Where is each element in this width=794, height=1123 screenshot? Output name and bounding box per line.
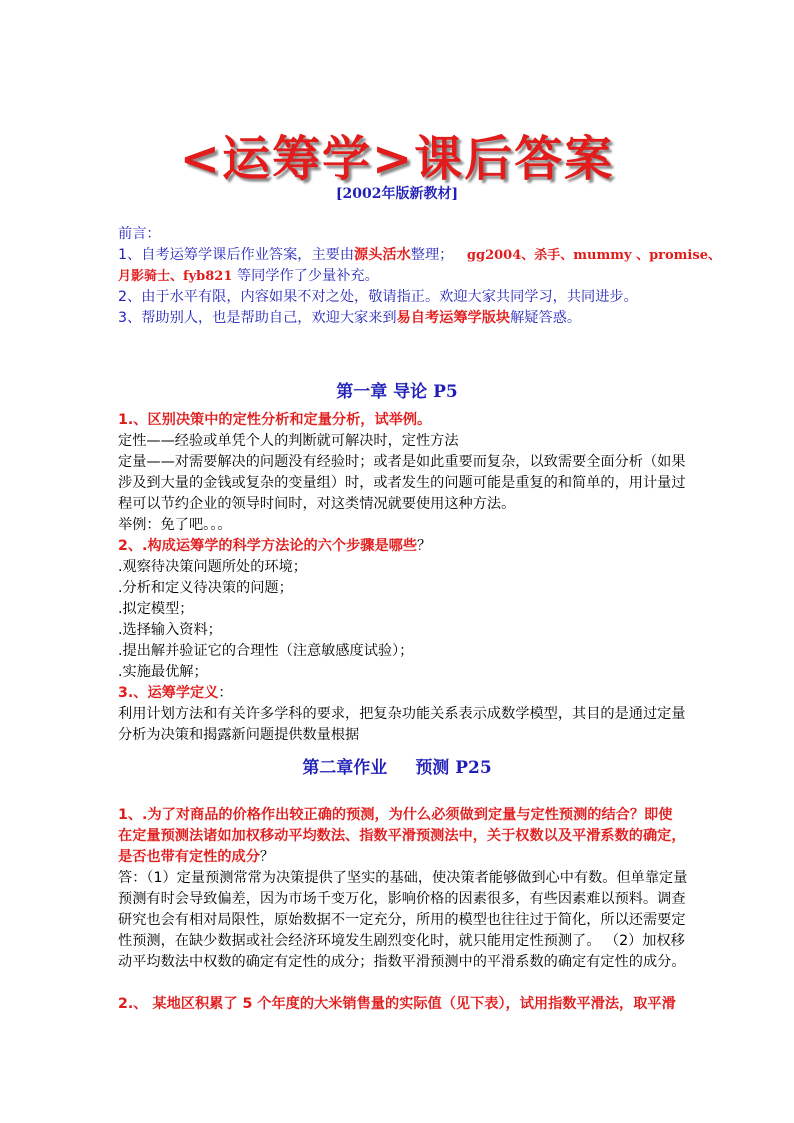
step-2: .分析和定义待决策的问题； — [118, 580, 293, 596]
step-5: .提出解并验证它的合理性（注意敏感度试验）； — [118, 643, 414, 659]
preface-heading: 前言： — [118, 226, 161, 242]
question-3-text: 3.、运筹学定义 — [118, 685, 219, 701]
chapter-2-question-2: 2.、 某地区积累了 5 个年度的大米销售量的实际值（见下表），试用指数平滑法，取平滑 — [118, 996, 676, 1012]
step-4: .选择输入资料； — [118, 622, 222, 638]
preface-item-3-end: 解疑答惑。 — [510, 310, 582, 326]
chapter-2-answer-1-line-4: 性预测，在缺少数据或社会经济环境发生剧烈变化时，就只能用定性预测了。 （2）加权移 — [118, 933, 685, 949]
answer-1-line-1: 定性——经验或单凭个人的判断就可解决时，定性方法 — [118, 433, 459, 449]
chapter-1-question-2 — [118, 536, 688, 557]
preface-item-1-text: 1、自考运筹学课后作业答案，主要由 — [118, 247, 355, 263]
chapter-1-question-1: 1.、区别决策中的定性分析和定量分析，试举例。 — [118, 412, 432, 428]
answer-3-line-2: 分析为决策和揭露新问题提供数量根据 — [118, 727, 360, 743]
contributor-name: 源头活水 — [354, 247, 411, 263]
answer-1-line-5: 举例：免了吧。。。 — [118, 517, 232, 533]
chapter-2-question-1-line-2: 在定量预测法诸如加权移动平均数法、指数平滑预测法中，关于权数以及平滑系数的确定， — [118, 828, 686, 844]
forum-link[interactable]: 易自考运筹学版块 — [396, 310, 511, 326]
colon: ： — [218, 685, 233, 701]
preface-item-1-cont — [118, 266, 688, 287]
document-subtitle: [2002年版新教材] — [335, 186, 459, 202]
contributors-list: gg2004、杀手、mummy 、promise、 — [466, 248, 721, 263]
question-2-text: 2、.构成运筹学的科学方法论的六个步骤是哪些 — [118, 538, 418, 554]
preface-item-1-end: 等同学作了少量补充。 — [232, 268, 379, 284]
answer-1-line-4: 程可以节约企业的领导时间时，对这类情况就要使用这种方法。 — [118, 496, 516, 512]
chapter-2-question-1-line-3 — [118, 847, 688, 868]
question-mark: ？ — [417, 538, 432, 554]
contributors-list-cont: 月影骑士、fyb821 — [118, 269, 233, 284]
chapter-2-subtitle: 预测 P25 — [415, 758, 492, 778]
step-1: .观察待决策问题所处的环境； — [118, 559, 307, 575]
document-title: <运筹学>课后答案 — [179, 131, 615, 187]
preface-item-1-text-b: 整理； — [410, 247, 454, 263]
answer-1-line-2: 定量——对需要解决的问题没有经验时；或者是如此重要而复杂，以致需要全面分析（如果 — [118, 454, 686, 470]
chapter-2-answer-1-line-5: 动平均数法中权数的确定有定性的成分；指数平滑预测中的平滑系数的确定有定性的成分。 — [118, 954, 686, 970]
preface-item-3-text: 3、帮助别人，也是帮助自己，欢迎大家来到 — [118, 310, 397, 326]
answer-1-line-3: 涉及到大量的金钱或复杂的变量组）时，或者发生的问题可能是重复的和简单的，用计量过 — [118, 475, 686, 491]
step-3: .拟定模型； — [118, 601, 194, 617]
step-6: .实施最优解； — [118, 664, 208, 680]
chapter-1-question-3 — [118, 683, 688, 704]
chapter-2-answer-1-line-3: 研究也会有相对局限性，原始数据不一定充分，所用的模型也往往过于简化，所以还需要定 — [118, 912, 686, 928]
question-text: 是否也带有定性的成分 — [118, 849, 260, 865]
chapter-2-answer-1-line-1: 答：（1）定量预测常常为决策提供了坚实的基础，使决策者能够做到心中有数。但单靠定量 — [118, 870, 688, 886]
answer-3-line-1: 利用计划方法和有关许多学科的要求，把复杂功能关系表示成数学模型，其目的是通过定量 — [118, 706, 686, 722]
preface-item-3 — [118, 308, 688, 329]
chapter-2-heading — [0, 753, 794, 778]
question-mark: ？ — [259, 849, 275, 865]
preface-item-2: 2、由于水平有限，内容如果不对之处，敬请指正。欢迎大家共同学习，共同进步。 — [118, 289, 638, 305]
chapter-2-title: 第二章作业 — [302, 758, 388, 778]
chapter-2-answer-1-line-2: 预测有时会导致偏差，因为市场千变万化，影响价格的因素很多，有些因素难以预料。调查 — [118, 891, 686, 907]
chapter-1-heading: 第一章 导论 P5 — [336, 382, 458, 402]
chapter-2-question-1-line-1: 1、.为了对商品的价格作出较正确的预测，为什么必须做到定量与定性预测的结合？即使 — [118, 807, 673, 823]
preface-item-1 — [118, 245, 721, 266]
